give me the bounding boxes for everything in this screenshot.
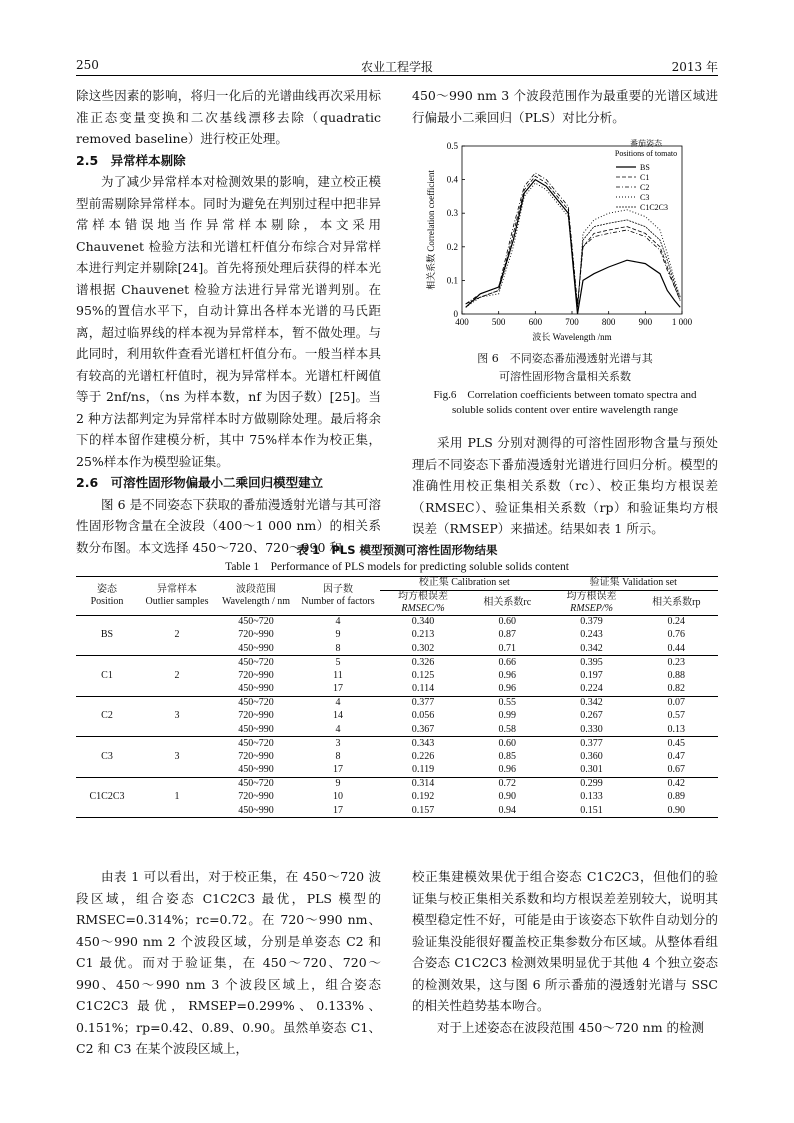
- table-cell: 0.67: [667, 764, 686, 775]
- table-cell: 0.326: [411, 656, 435, 668]
- table-cell: 11: [333, 669, 343, 681]
- cell-position: BS: [100, 629, 114, 641]
- legend-label: C2: [640, 183, 650, 192]
- table-cell: 8: [335, 642, 341, 654]
- table-cell: 450~990: [238, 804, 274, 816]
- x-tick-label: 1 000: [671, 317, 693, 327]
- table-cell: 720~990: [238, 669, 274, 681]
- table-cell: 0.367: [411, 723, 435, 735]
- table-cell: 4: [335, 723, 341, 735]
- table-cell: 450~990: [238, 764, 274, 775]
- table-row: [76, 777, 718, 791]
- table-cell: 0.90: [667, 804, 686, 816]
- table-cell: 0.301: [580, 764, 603, 775]
- col-rmsep: 均方根误差 RMSEP/%: [566, 590, 617, 614]
- table-cell: 4: [335, 697, 341, 708]
- col-validation-set: 验证集 Validation set: [549, 577, 718, 591]
- table-cell: 0.58: [498, 723, 517, 735]
- table-cell: 0.94: [498, 804, 517, 816]
- table-cell: 0.330: [580, 723, 603, 735]
- table-row: [76, 696, 718, 710]
- table-cell: 0.267: [580, 710, 603, 722]
- table-cell: 0.056: [411, 710, 435, 722]
- y-tick-label: 0.2: [446, 241, 458, 252]
- caption-en: Fig.6 Correlation coefficients between tomato spectra and: [433, 389, 697, 401]
- table-cell: 0.243: [580, 629, 603, 641]
- cell-outliers: 1: [174, 791, 180, 803]
- table-cell: 0.71: [498, 642, 517, 654]
- cell-outliers: 3: [174, 710, 180, 722]
- table-cell: 0.76: [667, 629, 686, 641]
- paragraph: 450～990 nm 3 个波段范围作为最重要的光谱区域进行偏最小二乘回归（PLS）对比分析。: [412, 88, 718, 125]
- paragraph: 图 6 是不同姿态下获取的番茄漫透射光谱与其可溶性固形物含量在全波段（400～1 000 nm）的相关系数分布图。本文选择 450～720、720～990 和: [76, 496, 381, 555]
- col-calibration-set: 校正集 Calibration set: [380, 577, 549, 591]
- table-cell: 0.314: [411, 778, 435, 789]
- header-rule: [76, 75, 718, 76]
- section-heading-2-6: 2.6 可溶性固形物偏最小二乘回归模型建立: [76, 475, 324, 490]
- table-cell: 0.88: [667, 669, 686, 681]
- figure-6-caption: [412, 350, 718, 418]
- table-cell: 720~990: [238, 791, 274, 803]
- table-cell: 450~720: [238, 656, 274, 668]
- col-position: 姿态 Position: [90, 583, 124, 607]
- table-cell: 450~720: [238, 737, 274, 749]
- legend-label: C1: [640, 173, 650, 182]
- table-cell: 0.342: [580, 642, 603, 654]
- cell-outliers: 2: [174, 629, 180, 641]
- col-wavelength: 波段范围 Wavelength / nm: [221, 583, 291, 607]
- table-cell: 450~720: [238, 697, 274, 708]
- table-cell: 0.44: [667, 642, 686, 654]
- caption-cn: 可溶性固形物含量相关系数: [499, 370, 631, 383]
- col-factors: 因子数 Number of factors: [301, 583, 375, 607]
- table-cell: 450~720: [238, 616, 274, 627]
- table-cell: 0.13: [667, 723, 686, 735]
- caption-cn: 图 6 不同姿态番茄漫透射光谱与其: [477, 352, 653, 365]
- table-cell: 0.119: [411, 764, 435, 775]
- table-cell: 4: [335, 616, 341, 627]
- legend-title: Positions of tomato: [614, 149, 678, 158]
- table-cell: 0.224: [580, 683, 603, 694]
- table-cell: 450~990: [238, 683, 274, 694]
- table-cell: 9: [335, 629, 341, 641]
- right-column-body: [412, 432, 718, 540]
- table-cell: 17: [333, 764, 343, 775]
- table-cell: 0.42: [667, 778, 686, 789]
- table-cell: 0.90: [498, 791, 517, 803]
- table-cell: 0.55: [498, 697, 517, 708]
- section-heading-2-5: 2.5 异常样本剔除: [76, 152, 186, 168]
- table-cell: 0.157: [411, 804, 435, 816]
- right-column-top: [412, 85, 718, 128]
- col-rmsec: 均方根误差 RMSEC/%: [398, 590, 449, 614]
- table-cell: 0.360: [580, 750, 603, 762]
- table-cell: 720~990: [238, 750, 274, 762]
- col-rc: 相关系数rc: [483, 596, 532, 608]
- table-cell: 9: [335, 778, 341, 789]
- x-tick-label: 500: [491, 317, 506, 327]
- journal-year: 2013 年: [671, 60, 718, 74]
- table-cell: 0.342: [580, 697, 603, 708]
- table-cell: 0.96: [498, 683, 517, 694]
- legend-title: 番茄姿态: [630, 139, 662, 148]
- table-cell: 0.60: [498, 616, 517, 627]
- table-cell: 0.47: [667, 750, 686, 762]
- table-cell: 0.379: [580, 616, 603, 627]
- table-cell: 720~990: [238, 710, 274, 722]
- bottom-left-column: [76, 866, 381, 1060]
- table-cell: 0.85: [498, 750, 517, 762]
- table-cell: 10: [333, 791, 343, 803]
- table-cell: 0.96: [498, 764, 517, 775]
- table-cell: 0.114: [411, 683, 435, 694]
- table-cell: 3: [335, 737, 341, 749]
- chart-legend: [615, 138, 677, 212]
- paragraph: 校正集建模效果优于组合姿态 C1C2C3，但他们的验证集与校正集相关系数和均方根误差差别较大，说明其模型稳定性不好，可能是由于该姿态下软件自动划分的验证集没能很好覆盖校正集参数分布区域。从整体看组合姿态 C1C2C3 检测效果明显优于其他 4 个独立姿态的检测效果，这与图 6 所示番茄的漫透射光谱与 SSC 的相关性趋势基本吻合。: [412, 869, 718, 1013]
- table-cell: 0.23: [667, 656, 686, 668]
- table-title-en: Table 1 Performance of PLS models for predicting soluble solids content: [225, 561, 569, 573]
- table-1: [76, 576, 718, 818]
- table-cell: 0.125: [411, 669, 435, 681]
- table-cell: 0.96: [498, 669, 517, 681]
- cell-position: C1: [101, 669, 113, 681]
- table-cell: 0.57: [667, 710, 686, 722]
- col-outlier: 异常样本 Outlier samples: [145, 583, 209, 607]
- x-tick-label: 400: [455, 317, 469, 327]
- x-tick-label: 600: [528, 317, 543, 327]
- table-cell: 0.07: [667, 697, 686, 708]
- table-cell: 0.377: [580, 737, 603, 749]
- paragraph: 对于上述姿态在波段范围 450～720 nm 的检测: [437, 1019, 705, 1035]
- table-cell: 0.45: [667, 737, 686, 749]
- table-cell: 0.133: [580, 791, 603, 803]
- x-axis-label: 波长 Wavelength /nm: [532, 332, 612, 342]
- table-cell: 0.395: [580, 656, 603, 668]
- table-cell: 0.99: [498, 710, 517, 722]
- chart-axes: [425, 141, 693, 342]
- table-cell: 0.72: [498, 778, 517, 789]
- table-cell: 17: [333, 804, 343, 816]
- table-cell: 0.87: [498, 629, 517, 641]
- table-cell: 0.66: [498, 656, 517, 668]
- y-tick-label: 0.1: [446, 275, 458, 286]
- col-rp: 相关系数rp: [652, 596, 701, 608]
- legend-label: C3: [640, 193, 650, 202]
- paragraph: 由表 1 可以看出，对于校正集，在 450～720 波段区域，组合姿态 C1C2C3 最优，PLS 模型的RMSEC=0.314%；rc=0.72。在 720～990 nm、450～990 nm 2 个波段区域，分别是单姿态 C2 和 C1 最优。而对于验证集，在 450～720、720～990、450～990 nm 3 个波段区域上，组合姿态 C1C2C3 最优，RMSEP=0.299%、0.133%、0.151%；rp=0.42、0.89、0.90。虽然单姿态 C1、C2 和 C3 在某个波段区域上，: [76, 869, 381, 1056]
- table-cell: 17: [333, 683, 343, 694]
- table-row: [76, 615, 718, 629]
- x-tick-label: 900: [638, 317, 653, 327]
- page-number: 250: [76, 58, 99, 72]
- paragraph: 采用 PLS 分别对测得的可溶性固形物含量与预处理后不同姿态下番茄漫透射光谱进行回归分析。模型的准确性用校正集相关系数（rc）、校正集均方根误差（RMSEC）、验证集相关系数（rp）和验证集均方根误差（RMSEP）来描述。结果如表 1 所示。: [412, 435, 718, 536]
- table-cell: 0.89: [667, 791, 686, 803]
- table-cell: 14: [333, 710, 343, 722]
- cell-outliers: 2: [174, 669, 180, 681]
- table-cell: 5: [335, 656, 341, 668]
- y-tick-label: 0.4: [446, 174, 458, 185]
- bottom-right-column: [412, 866, 718, 1038]
- legend-label: C1C2C3: [640, 203, 669, 212]
- table-title-cn: 表 1 PLS 模型预测可溶性固形物结果: [296, 543, 498, 557]
- journal-name: 农业工程学报: [360, 60, 433, 74]
- paragraph: 为了减少异常样本对检测效果的影响，建立校正模型前需剔除异常样本。同时为避免在判别过程中把非异常样本错误地当作异常样本剔除，本文采用Chauvenet 检验方法和光谱杠杆值分布综合对异常样本进行判定并剔除[24]。首先将预处理后获得的样本光谱根据 Chauvenet 检验方法进行异常光谱判别。在95%的置信水平下，自动计算出各样本光谱的马氏距离，超过临界线的样本视为异常样本，暂不做处理。与此同时，利用软件查看光谱杠杆值分布。一般当样本具有较高的光谱杠杆值时，视为异常样本。光谱杠杆阈值等于 2nf/ns，（ns 为样本数，nf 为因子数）[25]。当 2 种方法都判定为异常样本时方做剔除处理。最后将余下的样本留作建模分析，其中 75%样本作为校正集，25%样本作为模型验证集。: [76, 174, 381, 469]
- x-tick-label: 700: [565, 317, 579, 327]
- cell-position: C1C2C3: [89, 791, 125, 803]
- x-tick-label: 800: [601, 317, 616, 327]
- cell-outliers: 3: [174, 750, 180, 762]
- table-cell: 0.343: [411, 737, 435, 749]
- table-cell: 0.213: [411, 629, 435, 641]
- table-cell: 0.60: [498, 737, 517, 749]
- table-cell: 0.340: [411, 616, 435, 627]
- table-cell: 450~720: [238, 778, 274, 789]
- figure-6-chart: [420, 134, 710, 346]
- y-tick-label: 0.5: [446, 141, 458, 151]
- cell-position: C2: [101, 710, 113, 722]
- table-row: [76, 656, 718, 670]
- cell-position: C3: [101, 750, 113, 762]
- table-cell: 0.299: [580, 778, 603, 789]
- table-cell: 0.377: [411, 697, 435, 708]
- y-axis-label: 相关系数 Correlation coefficient: [426, 170, 436, 290]
- table-cell: 0.24: [667, 616, 686, 627]
- table-cell: 0.302: [411, 642, 435, 654]
- caption-en: soluble solids content over entire wavelength range: [451, 404, 679, 416]
- table-cell: 0.197: [580, 669, 603, 681]
- y-tick-label: 0.3: [446, 208, 458, 219]
- table-cell: 720~990: [238, 629, 274, 641]
- table-cell: 8: [335, 750, 341, 762]
- table-cell: 0.151: [580, 804, 603, 816]
- table-cell: 450~990: [238, 723, 274, 735]
- y-tick-label: 0: [453, 309, 458, 319]
- table-row: [76, 737, 718, 751]
- table-cell: 0.192: [411, 791, 435, 803]
- table-cell: 450~990: [238, 642, 274, 654]
- left-column: [76, 85, 381, 558]
- table-cell: 0.226: [411, 750, 435, 762]
- legend-label: BS: [640, 163, 650, 172]
- paragraph: 除这些因素的影响，将归一化后的光谱曲线再次采用标准正态变量变换和二次基线漂移去除（quadratic removed baseline）进行校正处理。: [76, 88, 381, 146]
- table-cell: 0.82: [667, 683, 686, 694]
